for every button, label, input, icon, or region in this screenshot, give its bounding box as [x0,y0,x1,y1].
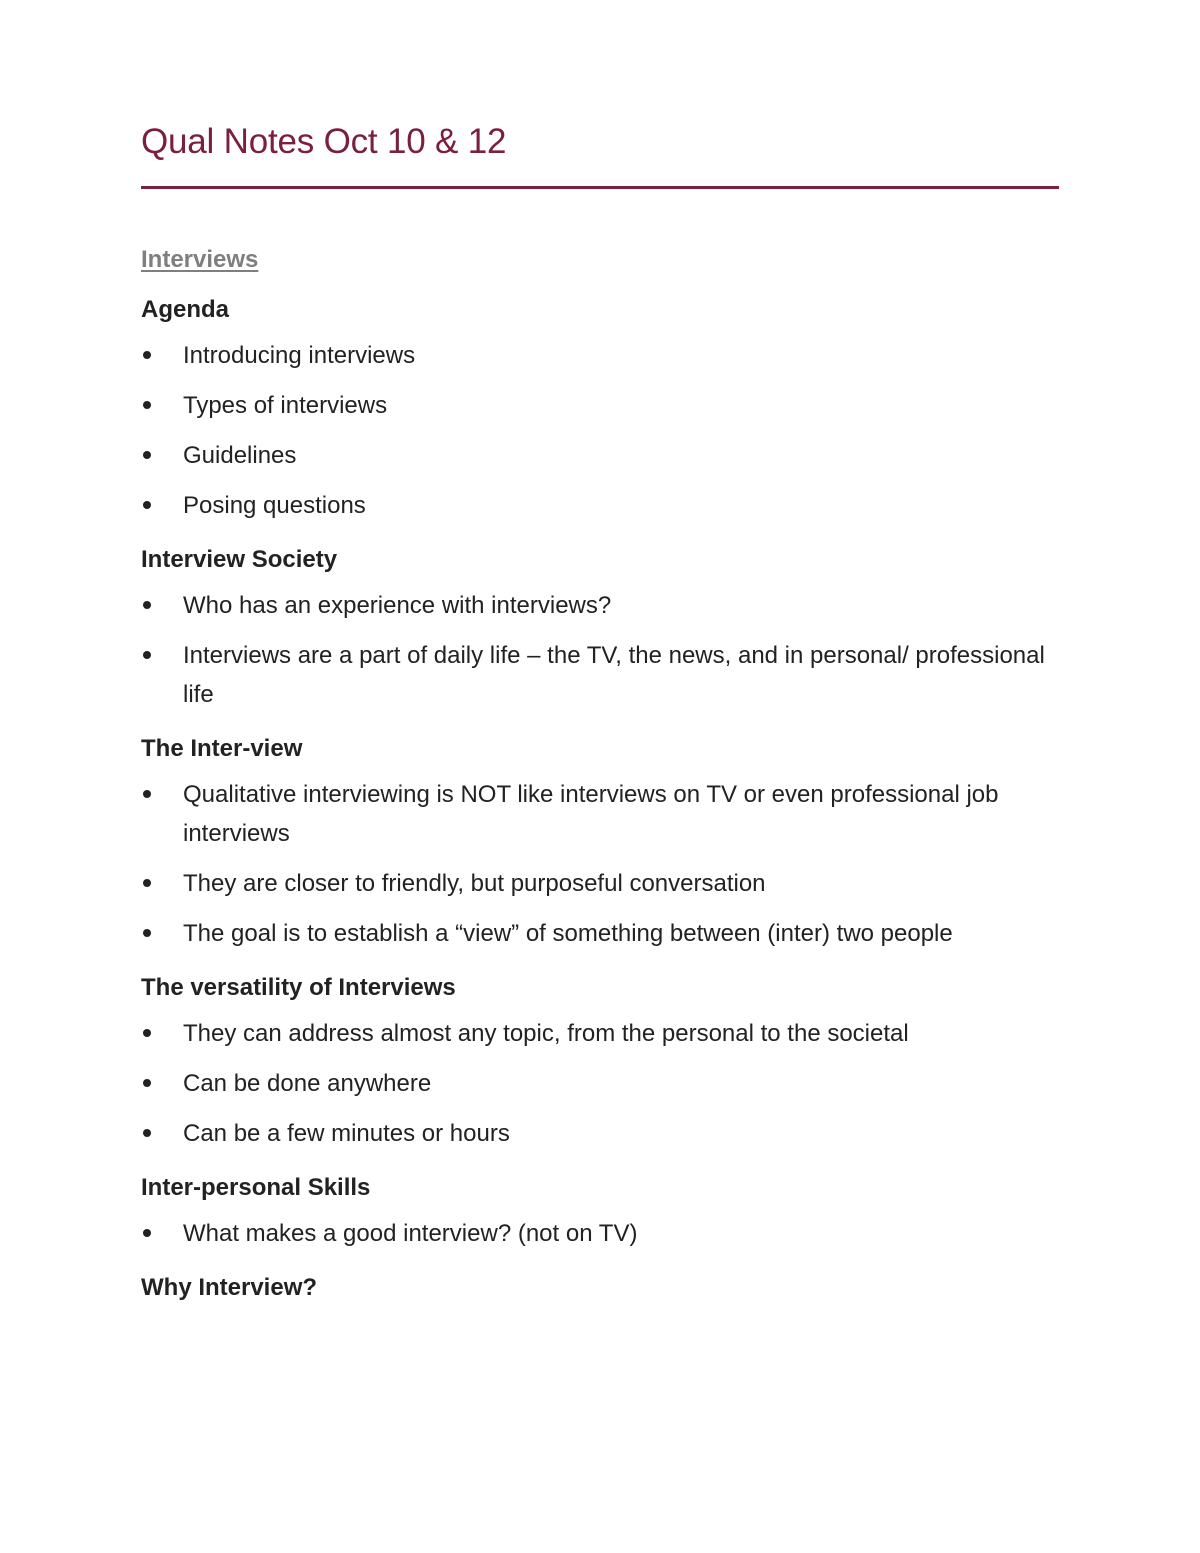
heading-versatility: The versatility of Interviews [141,974,456,1001]
inter-view-list [141,775,1059,953]
heading-interview-society: Interview Society [141,546,338,573]
inter-personal-list [141,1214,1059,1253]
heading-the-inter-view: The Inter-view [141,735,303,762]
list-item: They are closer to friendly, but purposeful conversation [141,864,1059,903]
list-item: The goal is to establish a “view” of something between (inter) two people [141,914,1059,953]
list-item: What makes a good interview? (not on TV) [141,1214,1059,1253]
bullet-icon [143,1129,151,1137]
title-divider [141,186,1059,189]
list-item: Can be a few minutes or hours [141,1114,1059,1153]
list-item: Can be done anywhere [141,1064,1059,1103]
agenda-list [141,336,1059,525]
bullet-icon [143,451,151,459]
bullet-icon [143,351,151,359]
list-item: Interviews are a part of daily life – the TV, the news, and in personal/ professional life [141,636,1059,714]
heading-inter-personal-skills: Inter-personal Skills [141,1174,371,1201]
document-title: Qual Notes Oct 10 & 12 [141,122,507,161]
list-item: They can address almost any topic, from the personal to the societal [141,1014,1059,1053]
interviews-link[interactable]: Interviews [141,246,259,273]
list-item: Types of interviews [141,386,1059,425]
list-item: Posing questions [141,486,1059,525]
list-item: Introducing interviews [141,336,1059,375]
bullet-icon [143,601,151,609]
bullet-icon [143,1229,151,1237]
list-item: Who has an experience with interviews? [141,586,1059,625]
bullet-icon [143,651,151,659]
bullet-icon [143,790,151,798]
versatility-list [141,1014,1059,1153]
bullet-icon [143,1029,151,1037]
bullet-icon [143,929,151,937]
interview-society-list [141,586,1059,714]
bullet-icon [143,401,151,409]
list-item: Qualitative interviewing is NOT like interviews on TV or even professional job interviews [141,775,1059,853]
bullet-icon [143,879,151,887]
list-item: Guidelines [141,436,1059,475]
heading-agenda: Agenda [141,296,230,323]
document-page [141,120,1059,1303]
heading-why-interview: Why Interview? [141,1274,318,1301]
bullet-icon [143,501,151,509]
bullet-icon [143,1079,151,1087]
